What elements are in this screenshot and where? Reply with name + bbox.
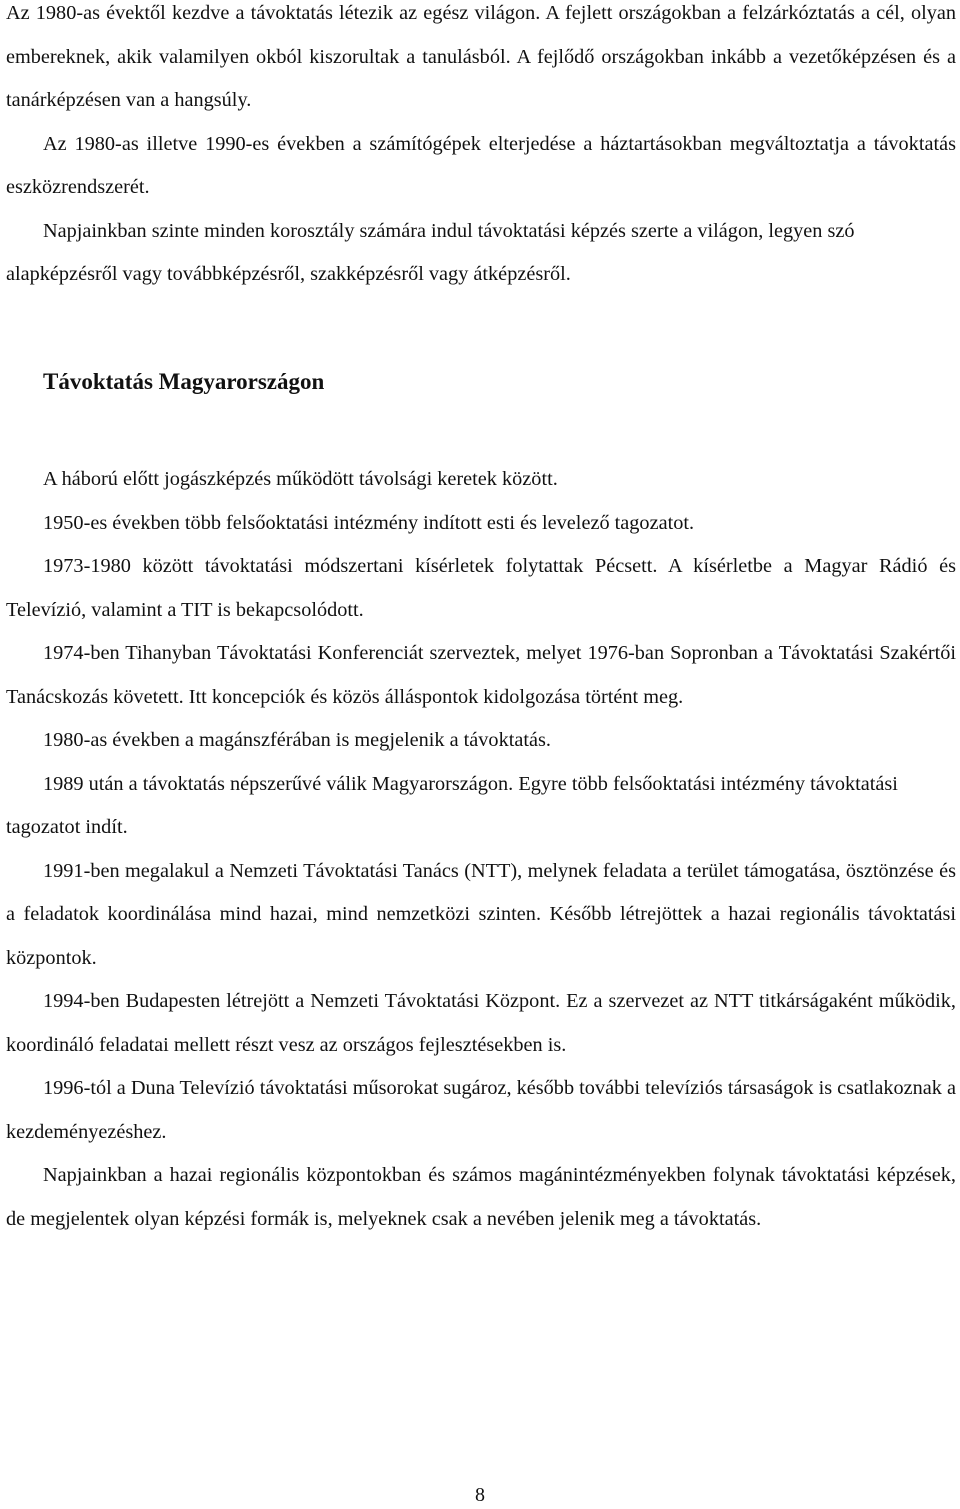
hungary-section	[6, 458, 956, 1241]
intro-paragraph-2: Az 1980-as illetve 1990-es években a számítógépek elterjedése a háztartásokban megváltoztatja a távoktatás eszközrendszerét.	[6, 132, 956, 198]
section-heading: Távoktatás Magyarországon	[43, 369, 325, 394]
section-paragraph-2: 1950-es években több felsőoktatási intézmény indított esti és levelező tagozatot.	[43, 511, 695, 534]
section-paragraph-7: 1991-ben megalakul a Nemzeti Távoktatási Tanács (NTT), melynek feladata a terület támogatása, ösztönzése és a feladatok koordinálása mind hazai, mind nemzetközi szinten. Később létrejöttek a hazai regionális távoktatási központok.	[6, 859, 956, 969]
section-paragraph-10: Napjainkban a hazai regionális központokban és számos magánintézményekben folynak távoktatási képzések, de megjelentek olyan képzési formák is, melyeknek csak a nevében jelenik meg a távoktatás.	[6, 1164, 956, 1230]
section-paragraph-4: 1974-ben Tihanyban Távoktatási Konferenciát szerveztek, melyet 1976-ban Sopronban a Távoktatási Szakértői Tanácskozás követett. Itt koncepciók és közös álláspontok kidolgozása történt meg.	[6, 642, 956, 708]
intro-paragraph-1: Az 1980-as évektől kezdve a távoktatás létezik az egész világon. A fejlett országokban a felzárkóztatás a cél, olyan embereknek, akik valamilyen okból kiszorultak a tanulásból. A fejlődő országokban inkább a vezetőképzésen és a tanárképzésen van a hangsúly.	[6, 2, 956, 111]
page-number: 8	[475, 1484, 485, 1506]
intro-paragraph-3: Napjainkban szinte minden korosztály számára indul távoktatási képzés szerte a világon, legyen szó alapképzésről vagy továbbképzésről, szakképzésről vagy átképzésről.	[6, 219, 855, 285]
intro-section	[6, 0, 956, 297]
section-paragraph-6: 1989 után a távoktatás népszerűvé válik Magyarországon. Egyre több felsőoktatási intézmény távoktatási tagozatot indít.	[6, 772, 898, 838]
section-paragraph-5: 1980-as években a magánszférában is megjelenik a távoktatás.	[43, 729, 551, 751]
section-paragraph-8: 1994-ben Budapesten létrejött a Nemzeti Távoktatási Központ. Ez a szervezet az NTT titkárságaként működik, koordináló feladatai mellett részt vesz az országos fejlesztésekben is.	[6, 990, 956, 1056]
section-paragraph-1: A háború előtt jogászképzés működött távolsági keretek között.	[43, 468, 558, 490]
section-paragraph-9: 1996-tól a Duna Televízió távoktatási műsorokat sugároz, később további televíziós társaságok is csatlakoznak a kezdeményezéshez.	[6, 1077, 956, 1143]
section-paragraph-3: 1973-1980 között távoktatási módszertani kísérletek folytattak Pécsett. A kísérletbe a Magyar Rádió és Televízió, valamint a TIT is bekapcsolódott.	[6, 555, 956, 621]
